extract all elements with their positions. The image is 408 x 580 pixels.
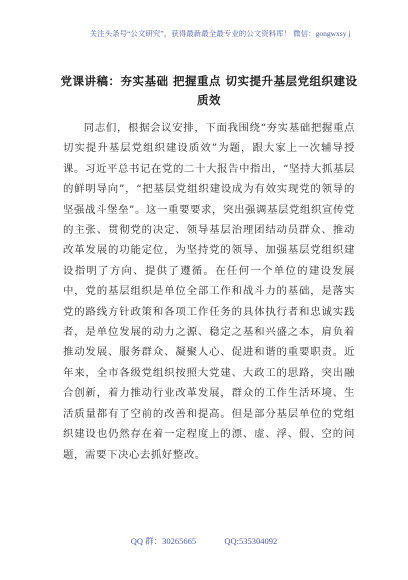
document-title: 党课讲稿：夯实基础 把握重点 切实提升基层党组织建设质效 bbox=[60, 74, 358, 107]
qq-group-text: QQ 群：30265665 bbox=[130, 536, 197, 546]
footer-contact bbox=[0, 536, 408, 546]
promo-banner: 关注头条号“公文研究”，获得最新最全最专业的公文资料库！ 微信：gongwxsy j bbox=[89, 30, 351, 38]
document-body: 同志们，根据会议安排，下面我围绕“夯实基础把握重点切实提升基层党组织建设质效”为题，跟大家上一次辅导授课。习近平总书记在党的二十大报告中指出，“坚持大抓基层的鲜明导向”，“把基层党组织建设成为有效实现党的领导的坚强战斗堡垒”。这一重要要求，突出强调基层党组织宣传党的主张、贯彻党的决定、领导基层治理团结动员群众、推动改革发展的功能定位，为坚持党的领导、加强基层党组织建设指明了方向、提供了遵循。在任何一个单位的建设发展中，党的基层组织是单位全部工作和战斗力的基础，是落实党的路线方针政策和各项工作任务的具体执行者和忠诚实践者，是单位发展的动力之源、稳定之基和兴盛之本，肩负着推动发展、服务群众、凝聚人心、促进和谐的重要职责。近年来，全市各级党组织按照大党建、大政工的思路，突出融合创新，着力推动行业改革发展，群众的工作生活环境、生活质量都有了空前的改善和提高。但是部分基层单位的党组织建设也仍然存在着一定程度上的漂、虚、浮、假、空的问题，需要下决心去抓好整改。 bbox=[63, 122, 355, 461]
qq-number-text: QQ:535304092 bbox=[224, 536, 278, 546]
